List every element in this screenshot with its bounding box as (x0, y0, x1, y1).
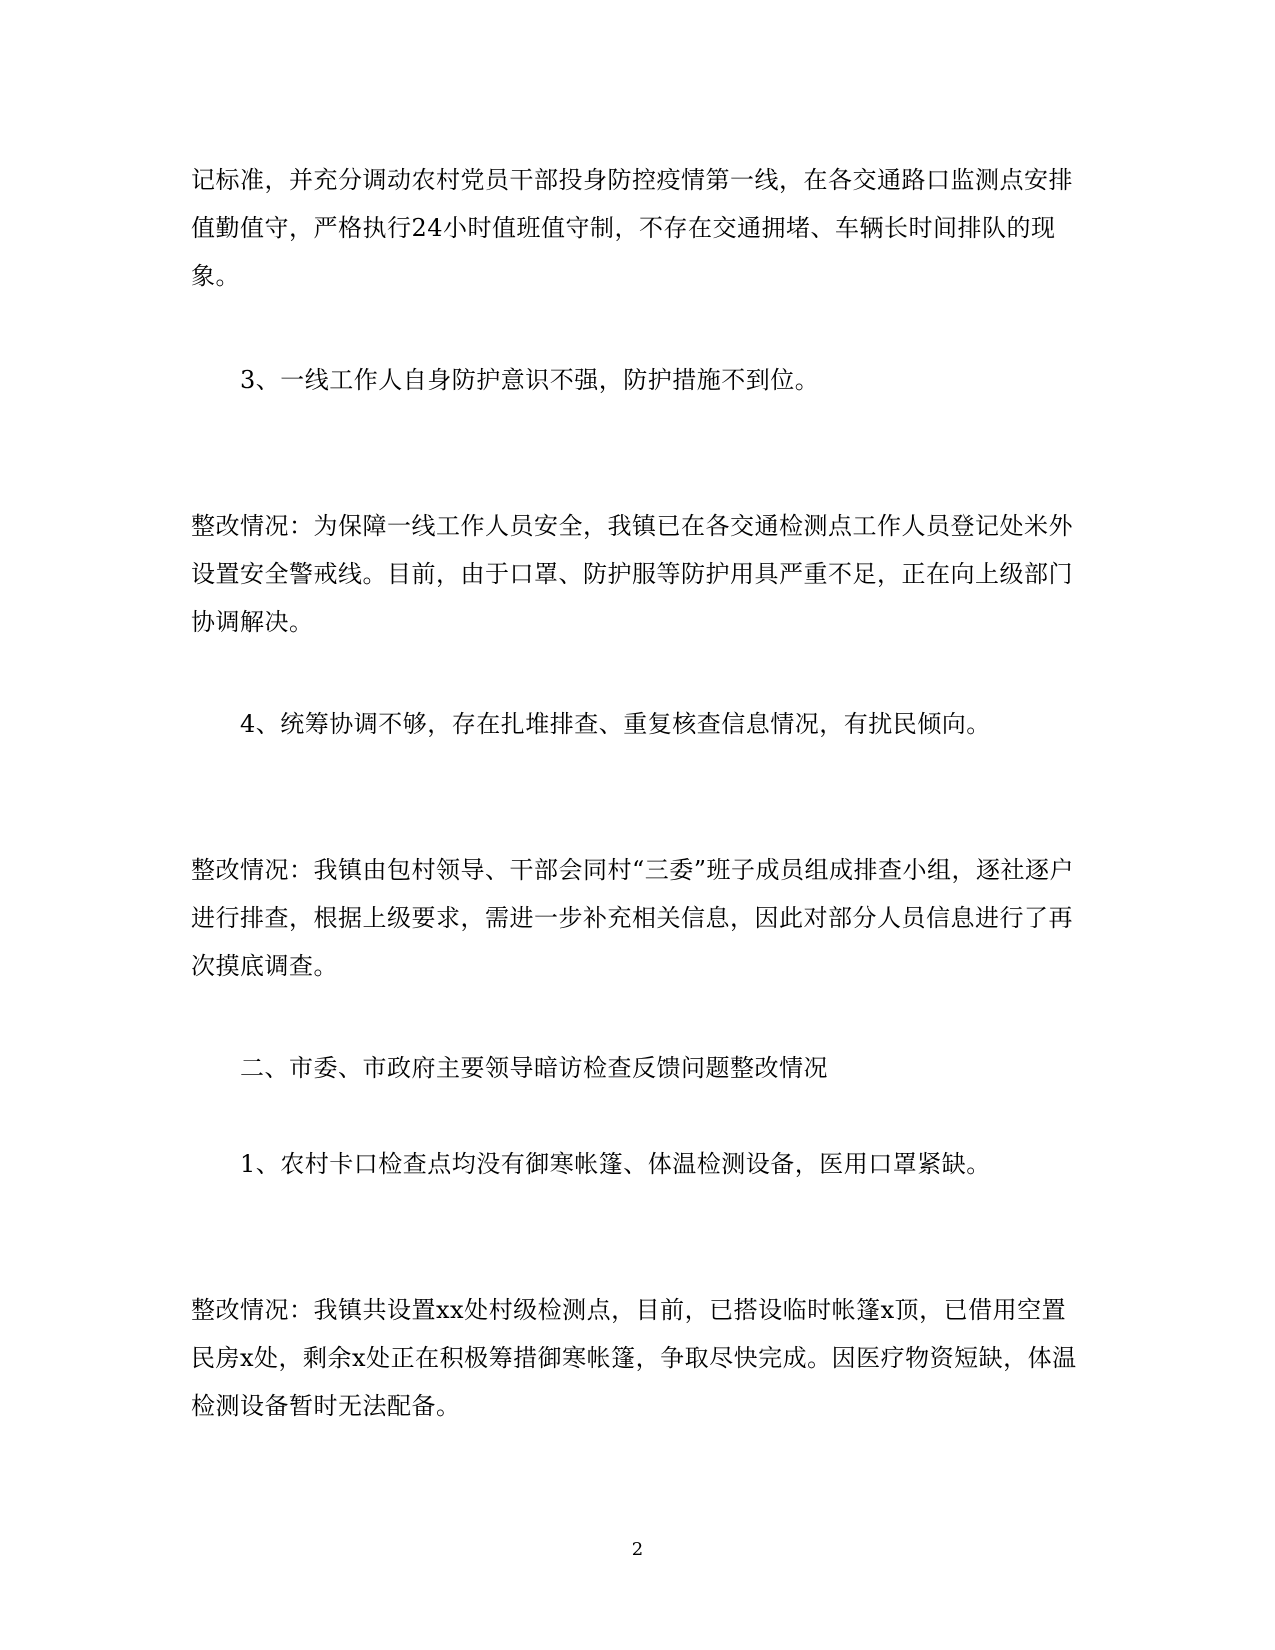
rectification-paragraph: 整改情况：我镇由包村领导、干部会同村“三委”班子成员组成排查小组，逐社逐户进行排查，根据上级要求，需进一步补充相关信息，因此对部分人员信息进行了再次摸底调查。 (191, 856, 1075, 980)
issue-item-1: 1、农村卡口检查点均没有御寒帐篷、体温检测设备，医用口罩紧缺。 (240, 1150, 991, 1178)
issue-item-4: 4、统筹协调不够，存在扎堆排查、重复核查信息情况，有扰民倾向。 (240, 710, 991, 738)
section-heading: 二、市委、市政府主要领导暗访检查反馈问题整改情况 (240, 1054, 828, 1082)
page-number: 2 (631, 1539, 644, 1560)
paragraph-continuation: 记标准，并充分调动农村党员干部投身防控疫情第一线，在各交通路口监测点安排值勤值守，严格执行24小时值班值守制，不存在交通拥堵、车辆长时间排队的现象。 (191, 166, 1073, 290)
rectification-paragraph: 整改情况：为保障一线工作人员安全，我镇已在各交通检测点工作人员登记处米外设置安全警戒线。目前，由于口罩、防护服等防护用具严重不足，正在向上级部门协调解决。 (191, 512, 1073, 636)
rectification-paragraph: 整改情况：我镇共设置xx处村级检测点，目前，已搭设临时帐篷x顶，已借用空置民房x处，剩余x处正在积极筹措御寒帐篷，争取尽快完成。因医疗物资短缺，体温检测设备暂时无法配备。 (191, 1296, 1077, 1420)
issue-item-3: 3、一线工作人自身防护意识不强，防护措施不到位。 (240, 366, 820, 394)
